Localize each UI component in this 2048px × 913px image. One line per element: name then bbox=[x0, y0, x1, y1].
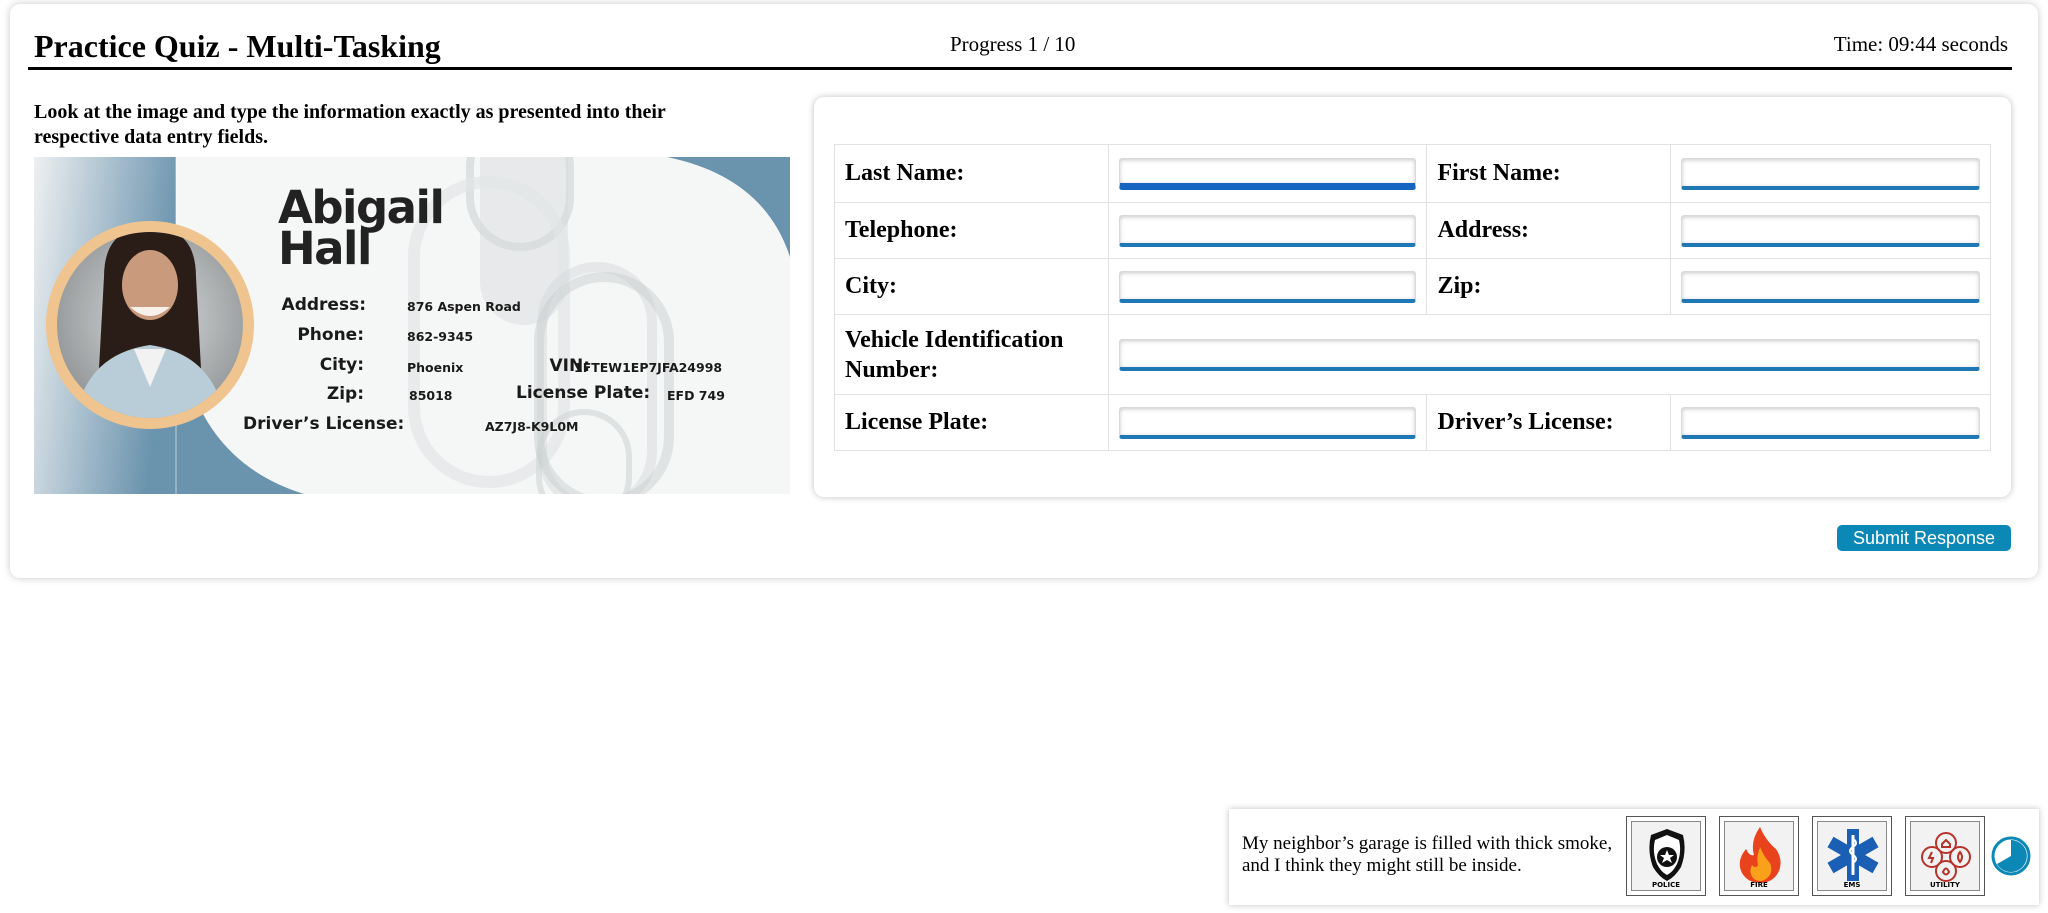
vin-cell bbox=[1108, 315, 1990, 395]
card-license-value: AZ7J8-K9L0M bbox=[485, 419, 579, 434]
card-address-value: 876 Aspen Road bbox=[407, 299, 521, 314]
form-row bbox=[835, 395, 1991, 451]
form-row bbox=[835, 145, 1991, 203]
submit-button[interactable]: Submit Response bbox=[1837, 525, 2011, 551]
drivers-license-input[interactable] bbox=[1681, 407, 1980, 439]
call-transcript: My neighbor’s garage is filled with thick smoke, and I think they might still be inside. bbox=[1242, 833, 1613, 876]
card-zip-value: 85018 bbox=[409, 388, 453, 403]
zip-input[interactable] bbox=[1681, 271, 1980, 303]
zip-label: Zip: bbox=[1427, 259, 1671, 315]
card-vin-value: 1FTEW1EP7JFA24998 bbox=[574, 360, 723, 375]
quiz-header bbox=[28, 22, 2012, 70]
first-name-cell bbox=[1671, 145, 1991, 203]
card-city-label: City: bbox=[319, 355, 364, 375]
quiz-timer: Time: 09:44 seconds bbox=[1833, 32, 2008, 56]
ems-label: EMS bbox=[1843, 881, 1861, 889]
card-vin-label: VIN: bbox=[549, 356, 590, 376]
license-plate-input[interactable] bbox=[1119, 407, 1417, 439]
license-plate-cell bbox=[1108, 395, 1427, 451]
vin-label: Vehicle Identification Number: bbox=[835, 315, 1109, 395]
fire-dispatch-button[interactable] bbox=[1719, 816, 1799, 896]
address-cell bbox=[1671, 203, 1991, 259]
police-dispatch-button[interactable] bbox=[1626, 816, 1706, 896]
card-license-label: Driver’s License: bbox=[243, 414, 405, 434]
card-phone-label: Phone: bbox=[297, 325, 364, 345]
pie-timer-icon bbox=[1991, 836, 2031, 876]
address-input[interactable] bbox=[1681, 215, 1980, 247]
first-name-label: First Name: bbox=[1427, 145, 1671, 203]
last-name-input[interactable] bbox=[1119, 158, 1417, 190]
telephone-label: Telephone: bbox=[835, 203, 1109, 259]
utility-dispatch-button[interactable] bbox=[1905, 816, 1985, 896]
card-plate-value: EFD 749 bbox=[667, 388, 725, 403]
telephone-input[interactable] bbox=[1119, 215, 1417, 247]
ems-dispatch-button[interactable] bbox=[1812, 816, 1892, 896]
police-label: POLICE bbox=[1651, 881, 1681, 889]
page-title: Practice Quiz - Multi-Tasking bbox=[34, 28, 441, 64]
card-first-name: Abigail bbox=[278, 181, 444, 234]
card-plate-label: License Plate: bbox=[516, 383, 651, 403]
data-entry-form bbox=[834, 144, 1991, 451]
drivers-license-cell bbox=[1671, 395, 1991, 451]
progress-indicator: Progress 1 / 10 bbox=[950, 32, 1076, 56]
form-row bbox=[835, 315, 1991, 395]
card-holder-name bbox=[278, 181, 444, 275]
vin-input[interactable] bbox=[1119, 339, 1980, 371]
card-last-name: Hall bbox=[278, 222, 371, 275]
card-phone-value: 862-9345 bbox=[407, 329, 474, 344]
card-zip-label: Zip: bbox=[326, 384, 364, 404]
telephone-cell bbox=[1108, 203, 1427, 259]
instructions: Look at the image and type the information exactly as presented into their respective data entry fields. bbox=[34, 101, 666, 148]
license-plate-label: License Plate: bbox=[835, 395, 1109, 451]
city-input[interactable] bbox=[1119, 271, 1417, 303]
card-city-value: Phoenix bbox=[407, 360, 464, 375]
id-card-image bbox=[34, 157, 790, 494]
last-name-cell bbox=[1108, 145, 1427, 203]
form-row bbox=[835, 203, 1991, 259]
data-entry-panel bbox=[814, 97, 2011, 497]
city-label: City: bbox=[835, 259, 1109, 315]
zip-cell bbox=[1671, 259, 1991, 315]
city-cell bbox=[1108, 259, 1427, 315]
drivers-license-label: Driver’s License: bbox=[1427, 395, 1671, 451]
utility-label: UTILITY bbox=[1930, 881, 1960, 889]
fire-label: FIRE bbox=[1750, 881, 1768, 889]
form-row bbox=[835, 259, 1991, 315]
dispatch-call-panel bbox=[1229, 809, 2039, 905]
card-address-label: Address: bbox=[281, 295, 366, 315]
last-name-label: Last Name: bbox=[835, 145, 1109, 203]
first-name-input[interactable] bbox=[1681, 158, 1980, 190]
address-label: Address: bbox=[1427, 203, 1671, 259]
